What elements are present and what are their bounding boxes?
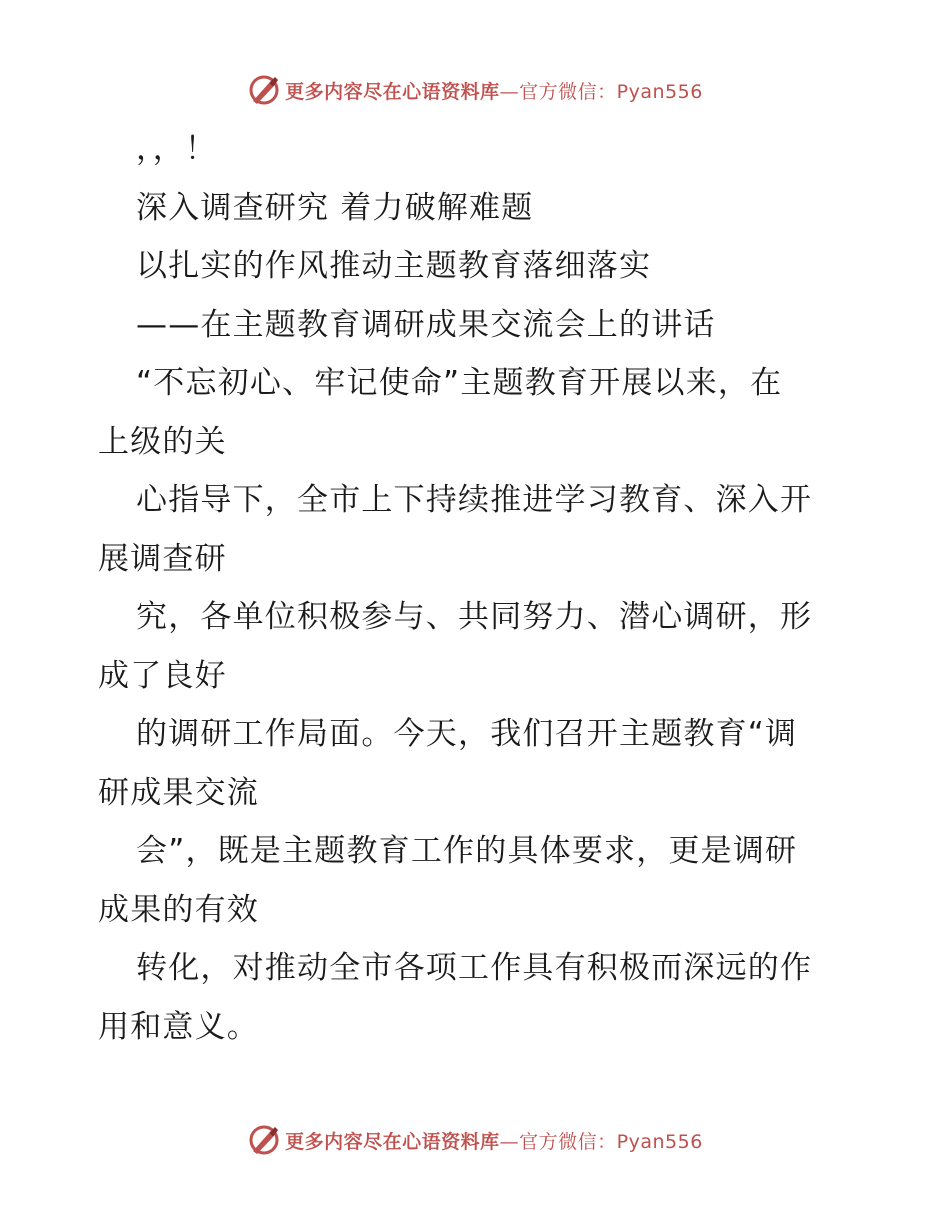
- pen-logo-icon: [247, 1123, 281, 1157]
- watermark-text: [285, 77, 703, 104]
- text-line: 成了良好: [98, 657, 227, 694]
- watermark-wechat: 官方微信：Pyan556: [519, 80, 703, 103]
- document-subtitle: 以扎实的作风推动主题教育落细落实: [136, 248, 652, 284]
- text-line: 上级的关: [98, 423, 227, 460]
- pen-logo-icon: [247, 73, 281, 107]
- text-line: 会”，既是主题教育工作的具体要求，更是调研: [136, 833, 798, 869]
- text-line: 用和意义。: [98, 1008, 259, 1045]
- watermark-wechat: 官方微信：Pyan556: [519, 1130, 703, 1153]
- watermark-text: [285, 1127, 703, 1154]
- text-line: 转化，对推动全市各项工作具有积极而深远的作: [136, 950, 813, 986]
- text-line: 的调研工作局面。今天，我们召开主题教育“调: [136, 716, 798, 752]
- watermark-label: 更多内容尽在心语资料库: [285, 1130, 500, 1153]
- document-body: [98, 120, 858, 1056]
- text-line: 成果的有效: [98, 891, 259, 928]
- header-watermark: [0, 70, 950, 110]
- text-line: 究，各单位积极参与、共同努力、潜心调研，形: [136, 599, 813, 635]
- watermark-label: 更多内容尽在心语资料库: [285, 80, 500, 103]
- text-line: “不忘初心、牢记使命”主题教育开展以来，在: [136, 365, 783, 401]
- text-line: 心指导下，全市上下持续推进学习教育、深入开: [136, 482, 813, 518]
- document-byline: ——在主题教育调研成果交流会上的讲话: [136, 306, 716, 343]
- footer-watermark: [0, 1120, 950, 1160]
- document-title: 深入调查研究 着力破解难题: [136, 189, 534, 226]
- watermark-dash: —: [499, 80, 520, 103]
- text-line: 研成果交流: [98, 774, 259, 811]
- watermark-dash: —: [499, 1130, 520, 1153]
- text-line: ，，！: [136, 131, 218, 167]
- text-line: 展调查研: [98, 540, 227, 577]
